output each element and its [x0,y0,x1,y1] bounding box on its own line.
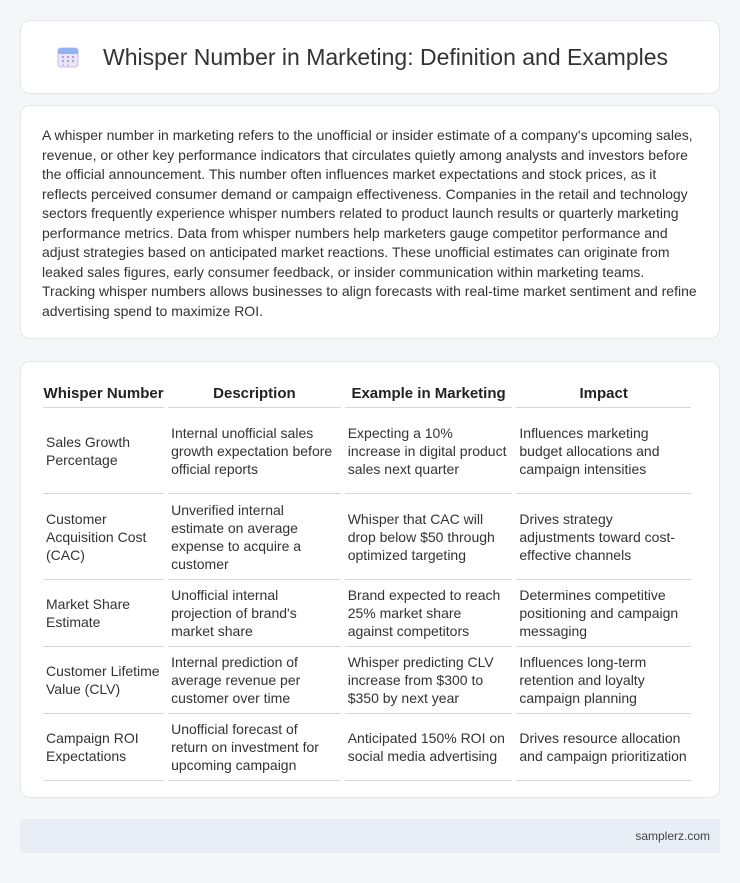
table-card [20,361,720,798]
cell-example: Anticipated 150% ROI on social media advertising [345,714,513,781]
whisper-number-table [39,380,695,781]
table-header-row [43,380,691,408]
table-row [43,408,691,494]
title-card [20,20,720,94]
cell-example: Whisper predicting CLV increase from $300 to $350 by next year [345,647,513,714]
cell-impact: Determines competitive positioning and campaign messaging [516,580,691,647]
cell-description: Unofficial internal projection of brand's market share [168,580,341,647]
cell-example: Brand expected to reach 25% market share against competitors [345,580,513,647]
calendar-icon [55,44,81,70]
header-description: Description [168,380,341,408]
cell-description: Unverified internal estimate on average expense to acquire a customer [168,494,341,580]
cell-whisper-number: Market Share Estimate [43,580,164,647]
cell-whisper-number: Customer Lifetime Value (CLV) [43,647,164,714]
header-impact: Impact [516,380,691,408]
cell-description: Unofficial forecast of return on investment for upcoming campaign [168,714,341,781]
cell-whisper-number: Sales Growth Percentage [43,408,164,494]
table-row [43,580,691,647]
cell-impact: Drives strategy adjustments toward cost-effective channels [516,494,691,580]
cell-example: Expecting a 10% increase in digital product sales next quarter [345,408,513,494]
table-row [43,647,691,714]
header-whisper-number: Whisper Number [43,380,164,408]
cell-example: Whisper that CAC will drop below $50 through optimized targeting [345,494,513,580]
footer [20,819,720,853]
cell-whisper-number: Campaign ROI Expectations [43,714,164,781]
cell-impact: Influences long-term retention and loyalty campaign planning [516,647,691,714]
intro-card [20,105,720,339]
cell-description: Internal prediction of average revenue per customer over time [168,647,341,714]
page-title: Whisper Number in Marketing: Definition and Examples [103,43,669,70]
table-row [43,714,691,781]
cell-impact: Drives resource allocation and campaign prioritization [516,714,691,781]
cell-impact: Influences marketing budget allocations and campaign intensities [516,408,691,494]
table-row [43,494,691,580]
cell-description: Internal unofficial sales growth expectation before official reports [168,408,341,494]
footer-site-link[interactable]: samplerz.com [635,829,710,843]
cell-whisper-number: Customer Acquisition Cost (CAC) [43,494,164,580]
intro-paragraph: A whisper number in marketing refers to the unofficial or insider estimate of a company's upcoming sales, revenue, or other key performance indicators that circulates quietly among analysts and investors before the official announcement. This number often influences market expectations and stock prices, as it reflects perceived consumer demand or campaign effectiveness. Companies in the retail and technology sectors frequently experience whisper numbers related to product launch results or quarterly marketing performance metrics. Data from whisper numbers help marketers gauge competitor performance and adjust strategies based on anticipated market reactions. These unofficial estimates can originate from leaked sales figures, early consumer feedback, or insider communication within marketing teams. Tracking whisper numbers allows businesses to align forecasts with real-time market sentiment and refine advertising spend to maximize ROI. [42,127,697,319]
header-example: Example in Marketing [345,380,513,408]
